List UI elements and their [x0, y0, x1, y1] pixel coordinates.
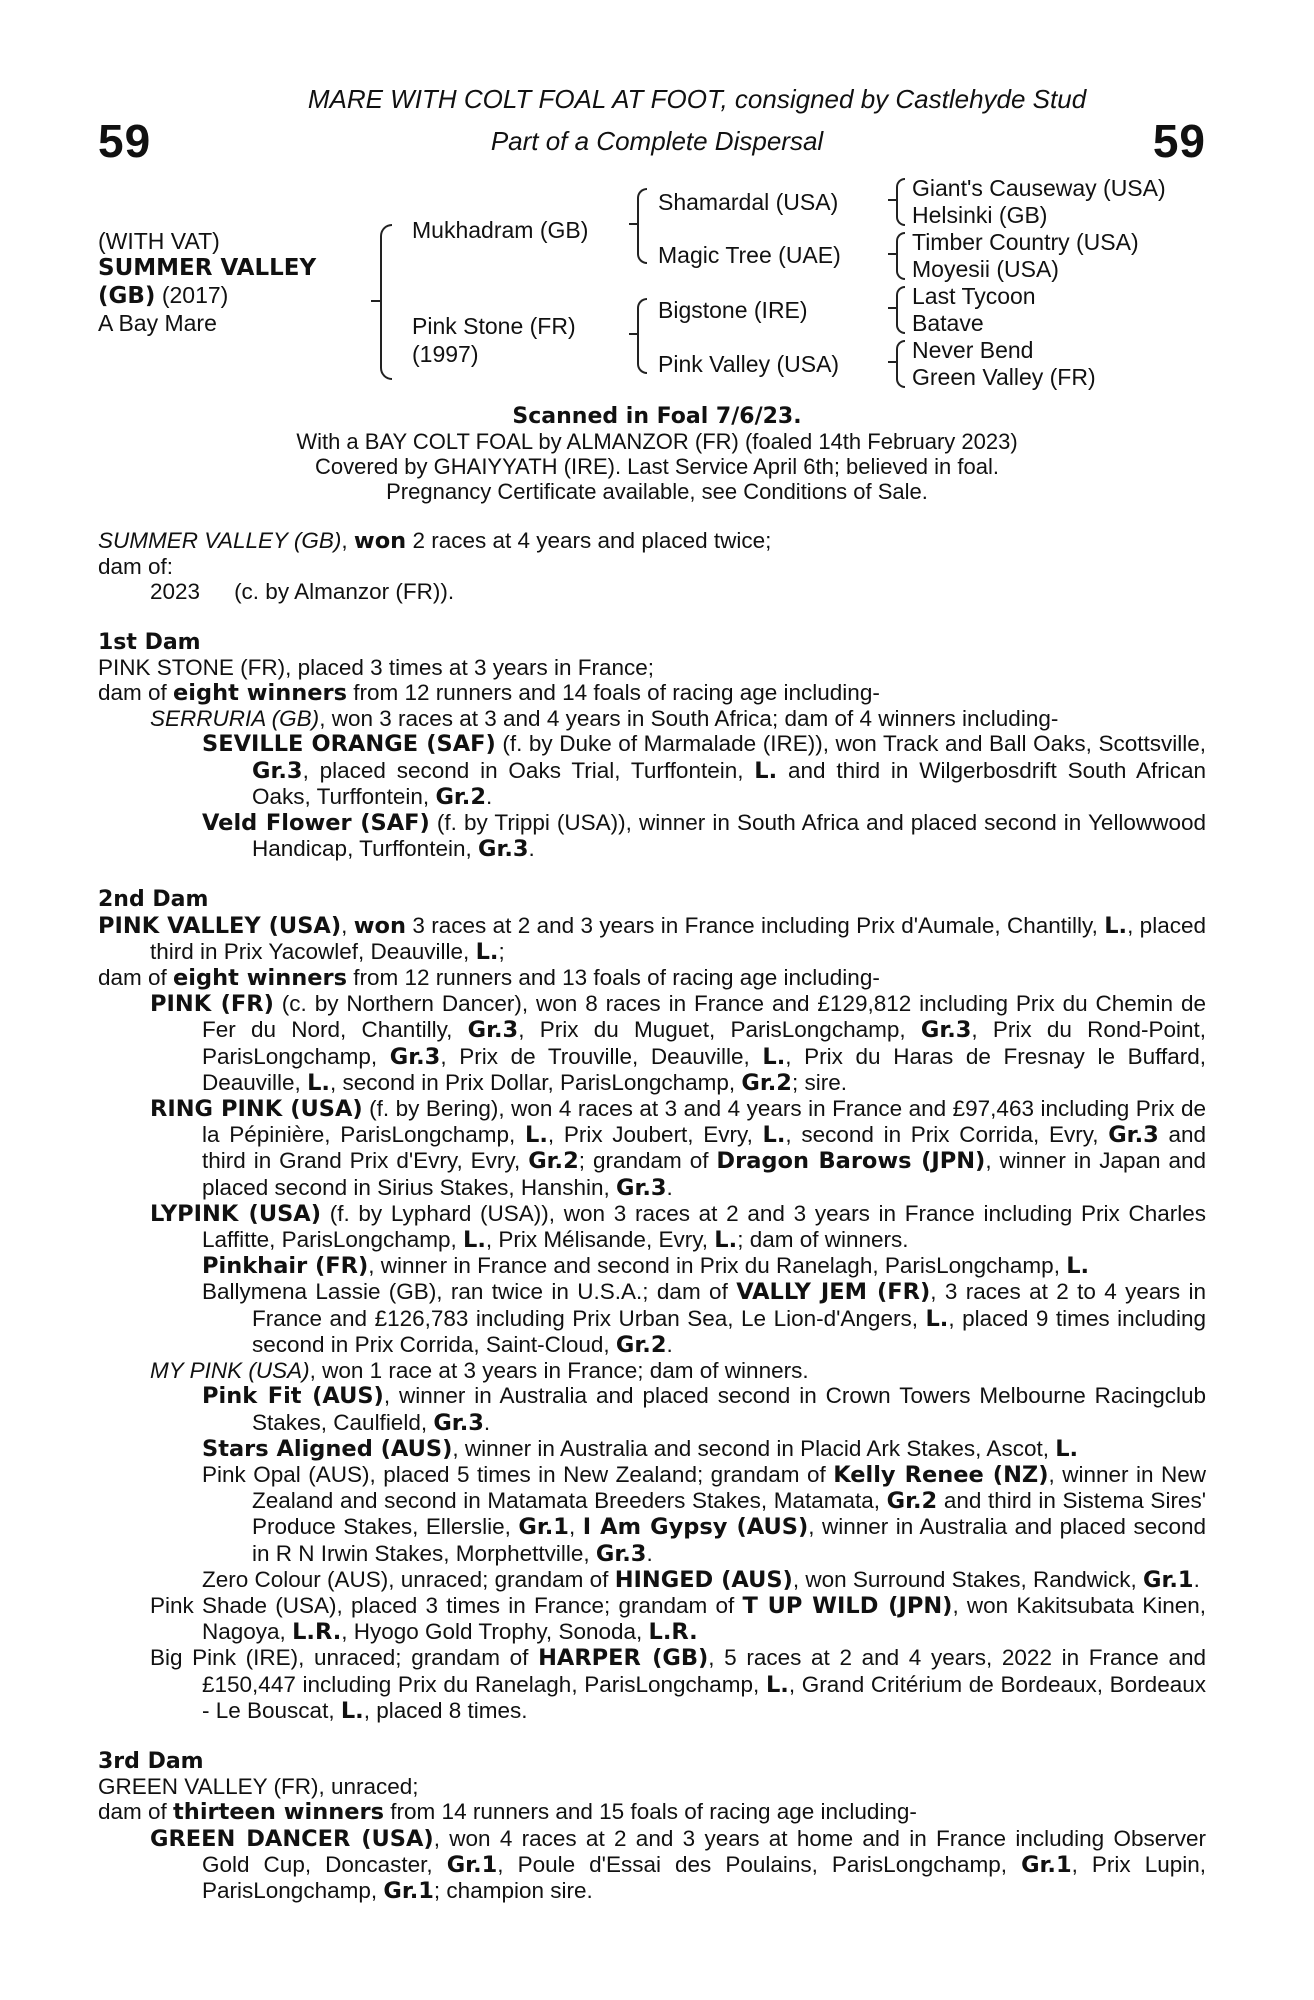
brace-g4	[896, 340, 905, 388]
first-dam-produce: dam of eight winners from 12 runners and 14 foals of racing age including-	[98, 680, 880, 707]
third-dam-entry: GREEN DANCER (USA), won 4 races at 2 and 3 years at home and in France including Observer Gold Cup, Doncaster, Gr.1, Poule d'Essai des Poulains, ParisLongchamp, Gr.1, Prix Lupin, ParisLongchamp, Gr.1; champion sire.	[150, 1825, 1206, 1904]
brace-dam	[637, 298, 647, 374]
third-dam-text: GREEN VALLEY (FR), unraced;	[98, 1774, 419, 1800]
produce-foal: 2023 (c. by Almanzor (FR)).	[150, 579, 455, 605]
cover-note: Covered by GHAIYYATH (IRE). Last Service April 6th; believed in foal.	[315, 454, 999, 479]
lot-number-left: 59	[98, 115, 152, 167]
foaling-notes	[0, 404, 1314, 504]
first-dam-heading: 1st Dam	[98, 629, 201, 655]
second-dam-entry: Pink Fit (AUS), winner in Australia and placed second in Crown Towers Melbourne Racingclub Stakes, Caulfield, Gr.3.	[202, 1383, 1206, 1436]
pregnancy-note: Pregnancy Certificate available, see Conditions of Sale.	[386, 479, 928, 504]
third-dam-produce: dam of thirteen winners from 14 runners and 15 foals of racing age including-	[98, 1799, 917, 1826]
third-dam-heading: 3rd Dam	[98, 1748, 204, 1774]
second-dam-entry: Pinkhair (FR), winner in France and second in Prix du Ranelagh, ParisLongchamp, L.	[202, 1253, 1090, 1280]
grand-3: Timber Country (USA)	[912, 229, 1139, 255]
first-dam-entry: Veld Flower (SAF) (f. by Trippi (USA)), winner in South Africa and placed second in Yellowwood Handicap, Turffontein, Gr.3.	[202, 810, 1206, 863]
dam-name: Pink Stone (FR)	[412, 313, 576, 339]
horse-description: A Bay Mare	[98, 310, 217, 336]
grand-8: Green Valley (FR)	[912, 364, 1096, 390]
second-dam-entry: Ballymena Lassie (GB), ran twice in U.S.A.; dam of VALLY JEM (FR), 3 races at 2 to 4 years in France and £126,783 including Prix Urban Sea, Le Lion-d'Angers, L., placed 9 times including second in Prix Corrida, Saint-Cloud, Gr.2.	[202, 1279, 1206, 1358]
second-dam-entry: PINK (FR) (c. by Northern Dancer), won 8 races in France and £129,812 including Prix du Chemin de Fer du Nord, Chantilly, Gr.3, Prix du Muguet, ParisLongchamp, Gr.3, Prix du Rond-Point, ParisLongchamp, Gr.3, Prix de Trouville, Deauville, L., Prix du Haras de Fresnay le Buffard, Deauville, L., second in Prix Dollar, ParisLongchamp, Gr.2; sire.	[150, 991, 1206, 1096]
grand-6: Batave	[912, 310, 984, 336]
second-dam-entry: Pink Opal (AUS), placed 5 times in New Zealand; grandam of Kelly Renee (NZ), winner in New Zealand and second in Matamata Breeders Stakes, Matamata, Gr.2 and third in Sistema Sires' Produce Stakes, Ellerslie, Gr.1, I Am Gypsy (AUS), winner in Australia and placed second in R N Irwin Stakes, Morphettville, Gr.3.	[202, 1461, 1206, 1567]
second-dam-entry: Zero Colour (AUS), unraced; grandam of HINGED (AUS), won Surround Stakes, Randwick, Gr.1.	[202, 1566, 1200, 1593]
dam-of-line: dam of:	[98, 554, 174, 580]
second-dam-entry: Big Pink (IRE), unraced; grandam of HARPER (GB), 5 races at 2 and 4 years, 2022 in France and £150,447 including Prix du Ranelagh, ParisLongchamp, L., Grand Critérium de Bordeaux, Bordeaux - Le Bouscat, L., placed 8 times.	[150, 1645, 1206, 1724]
grand-7: Never Bend	[912, 337, 1034, 363]
foal-note: With a BAY COLT FOAL by ALMANZOR (FR) (foaled 14th February 2023)	[296, 429, 1018, 454]
horse-origin: (GB) (2017)	[98, 282, 229, 309]
sire-name: Mukhadram (GB)	[412, 217, 589, 243]
second-dam-produce: dam of eight winners from 12 runners and 13 foals of racing age including-	[98, 965, 880, 992]
first-dam-entry: SEVILLE ORANGE (SAF) (f. by Duke of Marmalade (IRE)), won Track and Ball Oaks, Scottsville, Gr.3, placed second in Oaks Trial, Turffontein, L. and third in Wilgerbosdrift South African Oaks, Turffontein, Gr.2.	[202, 731, 1206, 810]
brace-sire	[637, 188, 647, 264]
sire-dam: Magic Tree (UAE)	[658, 242, 841, 268]
horse-name: SUMMER VALLEY	[98, 255, 317, 281]
dam-year: (1997)	[412, 341, 479, 367]
second-dam-text: PINK VALLEY (USA), won 3 races at 2 and 3 years in France including Prix d'Aumale, Chantilly, L., placed third in Prix Yacowlef, Deauville, L.;	[98, 912, 1206, 965]
grand-5: Last Tycoon	[912, 283, 1036, 309]
catalogue-body	[98, 528, 1206, 1904]
brace-g2	[896, 232, 905, 280]
grand-2: Helsinki (GB)	[912, 202, 1048, 228]
subject-horse	[98, 228, 316, 337]
brace-g3	[896, 286, 905, 334]
grand-4: Moyesii (USA)	[912, 256, 1059, 282]
first-dam-entry: SERRURIA (GB), won 3 races at 3 and 4 years in South Africa; dam of 4 winners including-	[150, 706, 1059, 732]
second-dam-entry: LYPINK (USA) (f. by Lyphard (USA)), won 3 races at 2 and 3 years in France including Prix Charles Laffitte, ParisLongchamp, L., Prix Mélisande, Evry, L.; dam of winners.	[150, 1200, 1206, 1254]
brace-main	[380, 224, 392, 380]
first-dam-text: PINK STONE (FR), placed 3 times at 3 years in France;	[98, 654, 655, 680]
second-dam-entry: Stars Aligned (AUS), winner in Australia and second in Placid Ark Stakes, Ascot, L.	[202, 1435, 1079, 1462]
lot-number-right: 59	[1152, 115, 1206, 167]
consignment-header: MARE WITH COLT FOAL AT FOOT, consigned by Castlehyde Stud	[307, 84, 1087, 114]
produce-line: SUMMER VALLEY (GB), won 2 races at 4 years and placed twice;	[98, 528, 772, 554]
grand-1: Giant's Causeway (USA)	[912, 175, 1166, 201]
second-dam-entry: RING PINK (USA) (f. by Bering), won 4 races at 3 and 4 years in France and £97,463 including Prix de la Pépinière, ParisLongchamp, L., Prix Joubert, Evry, L., second in Prix Corrida, Evry, Gr.3 and third in Grand Prix d'Evry, Evry, Gr.2; grandam of Dragon Barows (JPN), winner in Japan and placed second in Sirius Stakes, Hanshin, Gr.3.	[150, 1096, 1207, 1201]
second-dam-entry: MY PINK (USA), won 1 race at 3 years in France; dam of winners.	[150, 1358, 809, 1384]
dam-sire: Bigstone (IRE)	[658, 297, 808, 323]
brace-g1	[896, 178, 905, 226]
sire-sire: Shamardal (USA)	[658, 189, 839, 215]
second-dam-heading: 2nd Dam	[98, 887, 209, 913]
dam-dam: Pink Valley (USA)	[658, 351, 840, 377]
scanned-note: Scanned in Foal 7/6/23.	[512, 404, 802, 429]
second-dam-entry: Pink Shade (USA), placed 3 times in France; grandam of T UP WILD (JPN), won Kakitsubata Kinen, Nagoya, L.R., Hyogo Gold Trophy, Sonoda, L.R.	[150, 1592, 1206, 1646]
vat-note: (WITH VAT)	[98, 228, 220, 254]
dispersal-note: Part of a Complete Dispersal	[490, 126, 824, 156]
